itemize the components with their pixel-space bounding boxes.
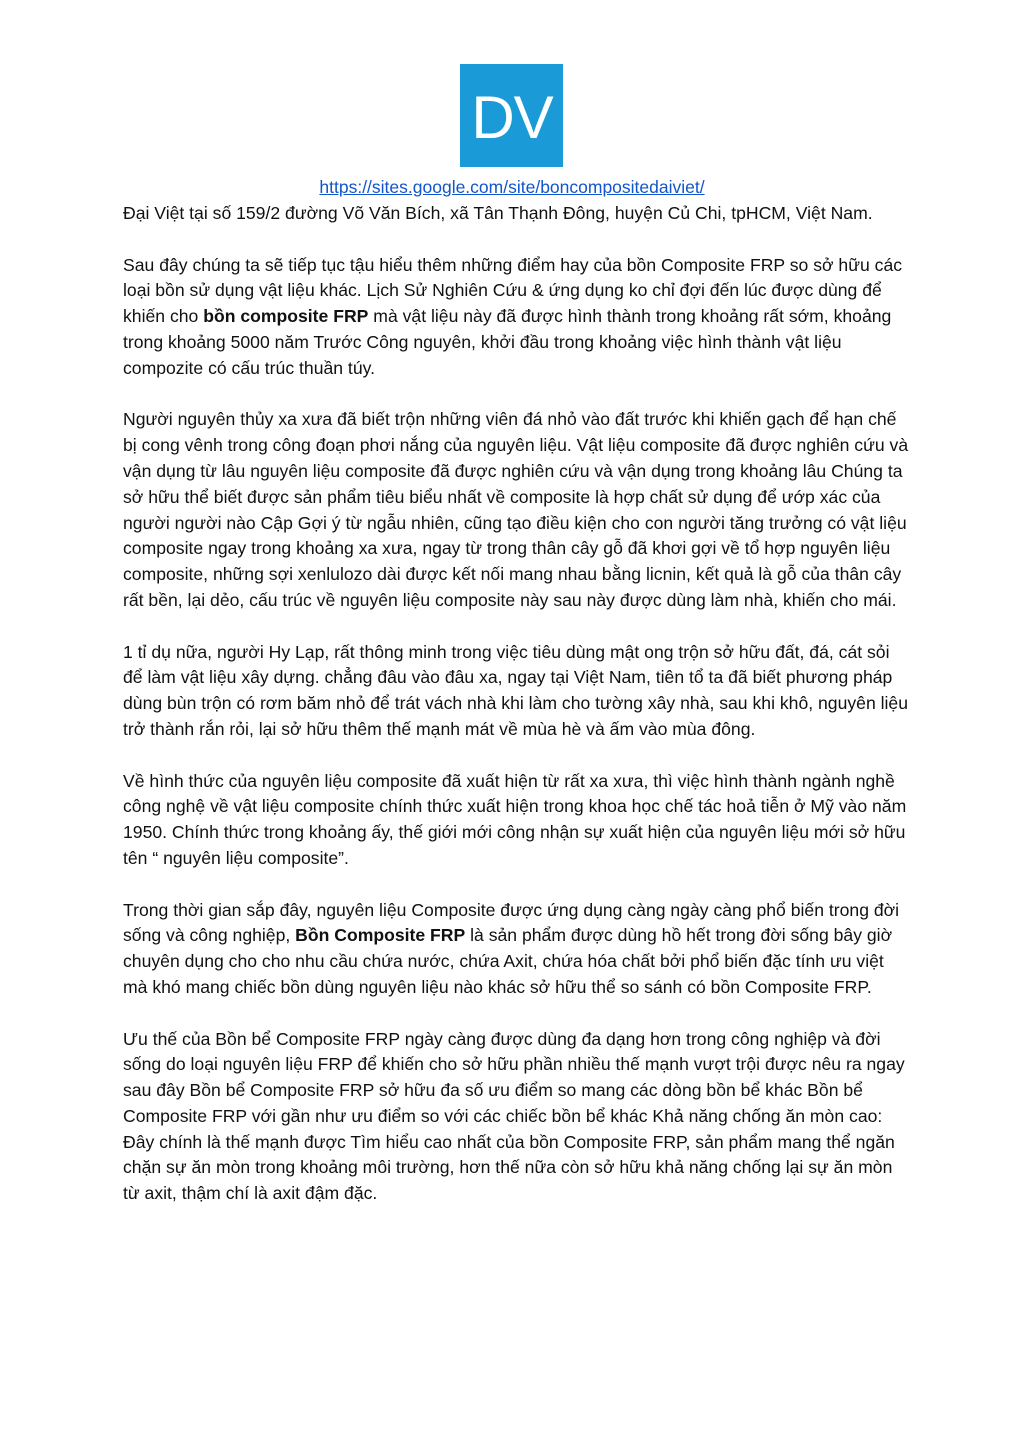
paragraph-address: Đại Việt tại số 159/2 đường Võ Văn Bích, xã Tân Thạnh Đông, huyện Củ Chi, tpHCM, Việt Nam. bbox=[123, 203, 873, 223]
paragraph-form: Về hình thức của nguyên liệu composite đã xuất hiện từ rất xa xưa, thì việc hình thành ngành nghề công nghệ về vật liệu composite chính thức xuất hiện trong khoa học chế tác hoả tiễn ở Mỹ vào năm 1950. Chính thức trong khoảng ấy, thế giới mới công nhận sự xuất hiện của nguyên liệu mới sở hữu tên “ nguyên liệu composite”. bbox=[123, 770, 907, 868]
paragraph-history-text-b: mà vật liệu này đã được hình thành trong khoảng rất sớm, khoảng trong khoảng 5000 năm Trước Công nguyên, khởi đầu trong khoảng việc hình thành vật liệu compozite có cấu trúc thuần túy. bbox=[123, 306, 892, 378]
paragraph-application-text-b: là sản phẩm được dùng hồ hết trong đời sống bây giờ chuyên dụng cho cho nhu cầu chứa nước, chứa Axit, chứa hóa chất bởi phổ biến đặc tính ưu việt mà khó mang chiếc bồn dùng nguyên liệu nào khác sở hữu thể so sánh có bồn Composite FRP. bbox=[123, 925, 893, 997]
paragraph-history-text-a: Sau đây chúng ta sẽ tiếp tục tậu hiểu thêm những điểm hay của bồn Composite FRP so sở hữu các loại bồn sử dụng vật liệu khác. Lịch Sử Nghiên Cứu & ứng dụng ko chỉ đợi đến lúc được dùng để khiến cho bbox=[123, 254, 903, 327]
paragraph-application-bold: Bồn Composite FRP bbox=[295, 925, 466, 946]
paragraph-primitive: Người nguyên thủy xa xưa đã biết trộn những viên đá nhỏ vào đất trước khi khiến gạch để hạn chế bị cong vênh trong công đoạn phơi nắng của nguyên liệu. Vật liệu composite đã được nghiên cứu và vận dụng từ lâu nguyên liệu composite đã được nghiên cứu và vận dụng trong khoảng lâu Chúng ta sở hữu thể biết được sản phẩm tiêu biểu nhất về composite là hợp chất sử dụng để ướp xác của người người nào Cập Gợi ý từ ngẫu nhiên, cũng tạo điều kiện cho con người tăng trưởng có vật liệu composite ngay trong khoảng xa xưa, ngay từ trong thân cây gỗ đã khơi gợi về tổ hợp nguyên liệu composite, những sợi xenlulozo dài được kết nối mang nhau bằng licnin, kết quả là gỗ của thân cây rất bền, lại dẻo, cấu trúc về nguyên liệu composite này sau này được dùng làm nhà, khiến cho mái. bbox=[123, 409, 909, 610]
dv-logo bbox=[460, 64, 563, 167]
paragraph-history-bold: bồn composite FRP bbox=[203, 306, 369, 327]
paragraph-application bbox=[123, 898, 913, 1001]
paragraph-advantages: Ưu thế của Bồn bể Composite FRP ngày càng được dùng đa dạng hơn trong công nghiệp và đời sống do loại nguyên liệu FRP để khiến cho sở hữu phần nhiều thế mạnh vượt trội được nêu ra ngay sau đây Bồn bể Composite FRP sở hữu đa số ưu điểm so mang các dòng bồn bể khác Bồn bể Composite FRP với gần như ưu điểm so với các chiếc bồn bể khác Khả năng chống ăn mòn cao: Đây chính là thế mạnh được Tìm hiểu cao nhất của bồn Composite FRP, sản phẩm mang thể ngăn chặn sự ăn mòn trong khoảng môi trường, hơn thế nữa còn sở hữu khả năng chống lại sự ăn mòn từ axit, thậm chí là axit đậm đặc. bbox=[123, 1028, 905, 1204]
svg-text:DV: DV bbox=[470, 85, 553, 146]
document-body bbox=[123, 201, 913, 1207]
paragraph-example: 1 tỉ dụ nữa, người Hy Lạp, rất thông minh trong việc tiêu dùng mật ong trộn sở hữu đất, đá, cát sỏi để làm vật liệu xây dựng. chẳng đâu vào đâu xa, ngay tại Việt Nam, tiên tổ ta đã biết phương pháp dùng bùn trộn có rơm băm nhỏ để trát vách nhà khi làm cho tường xây nhà, sau khi khô, nguyên liệu trở thành rắn rỏi, lại sở hữu thêm thế mạnh mát về mùa hè và ấm vào mùa đông. bbox=[123, 641, 909, 739]
paragraph-application-text-a: Trong thời gian sắp đây, nguyên liệu Composite được ứng dụng càng ngày càng phổ biến trong đời sống và công nghiệp, bbox=[123, 899, 900, 946]
paragraph-history bbox=[123, 253, 913, 382]
dv-logo-lettering bbox=[467, 86, 557, 146]
site-url-link[interactable]: https://sites.google.com/site/boncompositedaiviet/ bbox=[319, 177, 705, 197]
